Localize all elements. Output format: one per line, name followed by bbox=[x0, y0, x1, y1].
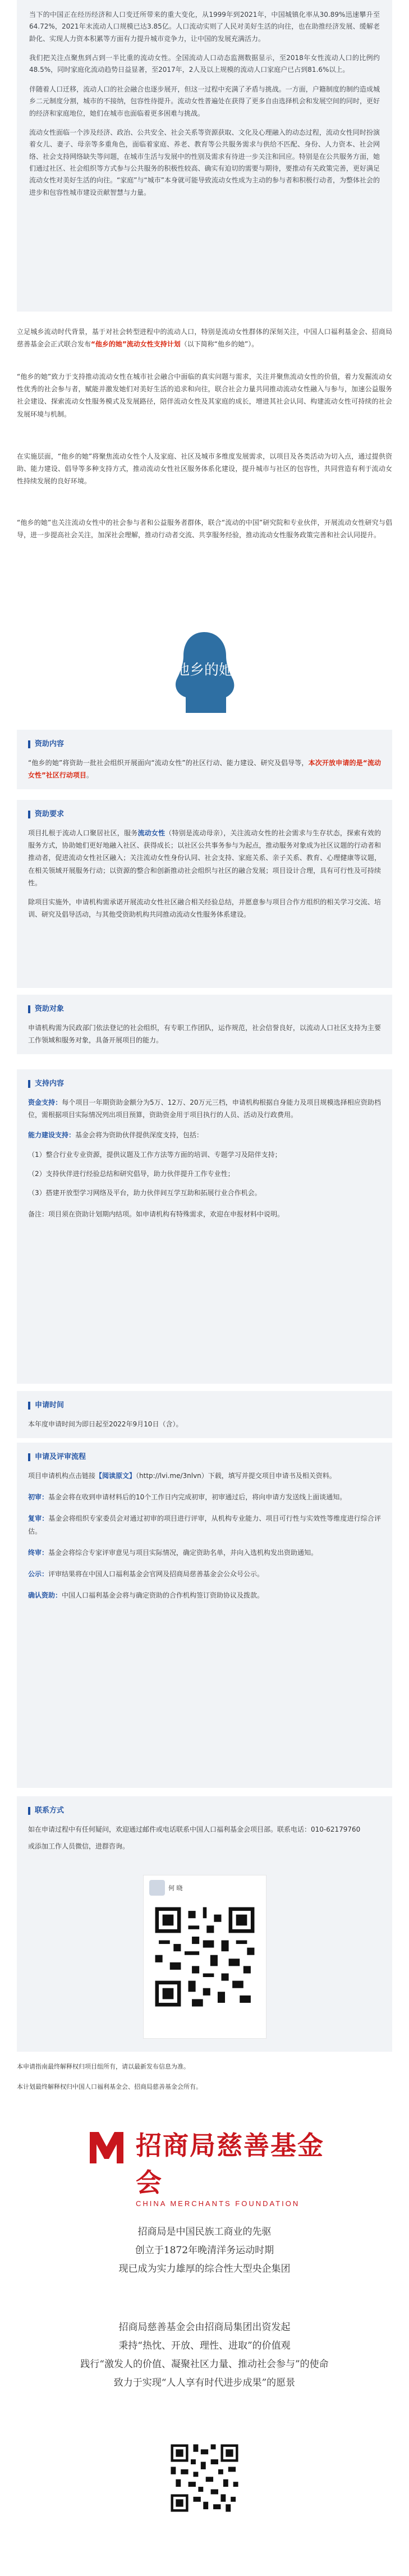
intro-paragraph-4: 流动女性面临一个涉及经济、政治、公共安全、社会关系等资源获取、文化及心理融入的动态过程，流动女性同时扮演着女儿、妻子、母亲等多重角色，面临着家庭、养老、教育等公共服务需求与供给不匹配、身份、人力资本、社会网络、社会支持网络缺失等问题，在城市生活与发展中的性别及需求有待进一步关注和回应。特别是在公共服务方面，她们通过社区、社会组织等方式参与公共服务的积极性较高、确实有迫切的需要与期待，要推动有关政策完善，更好满足流动女性对美好生活的向往。“家庭”与“城市”本身就可能导致流动女性成为主动的参与者和积极行动者，为整体社会的进步和包容性城市建设贡献智慧与力量。 bbox=[29, 128, 380, 196]
section-bar-icon bbox=[28, 1453, 30, 1461]
foundation-name-en: CHINA MERCHANTS FOUNDATION bbox=[136, 2199, 300, 2208]
wechat-qr-code bbox=[151, 1904, 258, 2010]
section-targets: 资助对象 申请机构需为民政部门依法登记的社会组织，有专职工作团队，运作规范，社会信誉良好，以流动人口社区支持为主要工作领域和服务对象，具备开展项目的能力。 bbox=[17, 995, 392, 1054]
section-bar-icon bbox=[28, 1005, 30, 1013]
qr-user-name: 何 晓 bbox=[168, 1884, 183, 1892]
section-process: 申请及评审流程 项目申请机构点击链接【阅读原文】（http://lvi.me/3nlvn）下载，填写并提交项目申请书及相关资料。 初审：基金会将在收到申请材料后的10个工作日内完成初审，初审通过后，将向申请方发送线上面谈通知。 复审：基金会将组织专家委员会对通过初审的项目进行评审，从机构专业能力、项目可行性与实效性等维度进行综合评估。 终审：基金会将综合专家评审意见与项目实际情况，确定资助名单，并向入选机构发出资助通知。 公示：评审结果将在中国人口福利基金会官网及招商局慈善基金会公众号公示。 确认资助：中国人口福利基金会将与确定资助的合作机构签订资助协议及拨款。 bbox=[17, 1443, 392, 1788]
section-bar-icon bbox=[28, 1402, 30, 1410]
logo-text: 他乡的她 bbox=[174, 662, 234, 679]
support-item: （1）整合行业专业资源，提供议题及工作方法等方面的培训、专题学习及陪伴支持； bbox=[28, 1150, 282, 1159]
avatar bbox=[149, 1880, 165, 1896]
section-title: 资助对象 bbox=[28, 1003, 381, 1016]
requirements-highlight: 流动女性 bbox=[137, 829, 166, 838]
footer-line: 现已成为实力雄厚的综合性大型央企集团 bbox=[118, 2263, 291, 2275]
process-step: 初审：基金会将在收到申请材料后的10个工作日内完成初审，初审通过后，将向申请方发送线上面谈通知。 bbox=[28, 1493, 347, 1502]
requirements-paragraph-2: 除项目实施外，申请机构需承诺开展流动女性社区融合相关经验总结，并愿意参与项目合作方组织的相关学习交流、培训、研究及倡导活动，与其他受资助机构共同推动流动女性服务体系建设。 bbox=[28, 898, 381, 919]
support-note: 备注：项目须在资助计划期内结项。如申请机构有特殊需求，欢迎在申报材料中说明。 bbox=[28, 1210, 284, 1219]
section-bar-icon bbox=[28, 740, 30, 748]
footer-qr-code[interactable] bbox=[168, 2442, 241, 2514]
woman-silhouette-icon bbox=[146, 629, 263, 716]
body-paragraph-2: “他乡的她”致力于支持推动流动女性在城市社会融合中面临的真实问题与需求，关注并聚焦流动女性的价值，着力发掘流动女性优秀的社会参与者，赋能并激发她们对美好生活的追求和向往，联合社会力量共同推动流动女性融入与参与，加速公益服务社会建设、探索流动女性服务模式及发展路径，陪伴流动女性及其家庭的成长，增进其社会认同、构建流动女性可持续的社会发展环境与机制。 bbox=[17, 373, 392, 418]
section-title: 资助内容 bbox=[28, 738, 381, 751]
program-name-highlight: “他乡的她”流动女性支持计划 bbox=[91, 340, 181, 349]
intro-paragraph-3: 伴随着人口迁移，流动人口的社会融合也逐步展开，但这一过程中充满了矛盾与挑战。一方面，户籍制度的制约造成城乡二元制度分割，城市的不接纳，包容性待提升。流动女性普遍处在获得了更多自由选择机会和发展空间的同时，更好的经济和家庭地位，她们在城市也面临着更多困难与挑战。 bbox=[29, 85, 380, 117]
section-bar-icon bbox=[28, 1807, 30, 1815]
support-item: （2）支持伙伴进行经验总结和研究倡导，助力伙伴提升工作专业性； bbox=[28, 1169, 235, 1178]
section-title: 申请及评审流程 bbox=[28, 1451, 381, 1464]
footer-group-intro bbox=[0, 2223, 409, 2278]
final-note-2: 本计划最终解释权归中国人口福利基金会、招商局慈善基金会所有。 bbox=[17, 2083, 202, 2090]
footer-line: 招商局慈善基金会由招商局集团出资发起 bbox=[118, 2322, 291, 2333]
qr-user-row bbox=[144, 1875, 266, 1900]
process-publish: 公示：评审结果将在中国人口福利基金会官网及招商局慈善基金会公众号公示。 bbox=[28, 1570, 264, 1578]
read-original-link[interactable]: 【阅读原文】 bbox=[95, 1472, 136, 1480]
foundation-name-cn: 招商局慈善基金会 bbox=[136, 2130, 324, 2198]
section-bar-icon bbox=[28, 1080, 30, 1088]
footer-foundation-mission bbox=[0, 2318, 409, 2393]
body-paragraph-3: 在实施层面，“他乡的她”将聚焦流动女性个人及家庭、社区及城市多维度发展需求，以项目及各类活动为切入点，通过提供资助、能力建设、倡导等多种支持方式，推动流动女性社区服务体系化建设，提升城市与社区的包容性，共同营造有利于流动女性持续发展的良好环境。 bbox=[17, 452, 392, 486]
section-bar-icon bbox=[28, 811, 30, 818]
program-logo bbox=[146, 629, 263, 716]
section-title: 申请时间 bbox=[28, 1399, 381, 1412]
qr-code-icon bbox=[168, 2442, 241, 2514]
section-funding: 资助内容 “他乡的她”将资助一批社会组织开展面向“流动女性”的社区行动、能力建设、研究及倡导等，本次开放申请的是“流动女性”社区行动项目。 bbox=[17, 730, 392, 789]
section-contact: 联系方式 如在申请过程中有任何疑问，欢迎通过邮件或电话联系中国人口福利基金会项目部。联系电话：010-62179760 或添加工作人员微信，进群咨询。 bbox=[17, 1796, 392, 2052]
body-p1-tail: （以下简称“他乡的她”）。 bbox=[180, 340, 259, 349]
intro-paragraph-2: 我们把关注点聚焦到占到一半比重的流动女性。全国流动人口动态监测数据显示，至2018年女性流动人口的比例约48.5%，同时家庭化流动趋势日益显著，至2017年，2人及以上规模的流动人口家庭户已占到81.6%以上。 bbox=[29, 54, 380, 74]
section-support: 支持内容 资金支持：每个项目一年期资助金额分为5万、12万、20万元三档，申请机构根据自身能力及项目规模选择相应资助档位，需根据项目实际情况列出项目预算，资助资金用于项目执行的人员、活动及行政费用。 能力建设支持：基金会将为资助伙伴提供深度支持，包括： （1）整合行业专业资源，提供议题及工作方法等方面的培训、专题学习及陪伴支持； （2）支持伙伴进行经验总结和研究倡导，助力伙伴提升工作专业性； （3）搭建开放型学习网络及平台，助力伙伴间互学互助和拓展行业合作机会。 备注：项目须在资助计划期内结项。如申请机构有特殊需求，欢迎在申报材料中说明。 bbox=[17, 1069, 392, 1384]
process-confirm: 确认资助：中国人口福利基金会将与确定资助的合作机构签订资助协议及拨款。 bbox=[28, 1591, 264, 1600]
process-step: 复审：基金会将组织专家委员会对通过初审的项目进行评审，从机构专业能力、项目可行性与实效性等维度进行综合评估。 bbox=[28, 1515, 381, 1535]
final-note-1: 本申请指南最终解释权归项目组所有，请以最新发布信息为准。 bbox=[17, 2063, 190, 2070]
section-timeline: 申请时间 本年度申请时间为即日起至2022年9月10日（含）。 bbox=[17, 1391, 392, 1438]
process-step: 终审：基金会将综合专家评审意见与项目实际情况，确定资助名单，并向入选机构发出资助通知。 bbox=[28, 1548, 318, 1557]
section-title: 联系方式 bbox=[28, 1804, 381, 1818]
china-merchants-logo bbox=[84, 2122, 325, 2208]
footer-line: 招商局是中国民族工商业的先驱 bbox=[137, 2226, 272, 2238]
footer-line: 致力于实现“人人享有时代进步成果”的愿景 bbox=[113, 2377, 296, 2389]
section-title: 资助要求 bbox=[28, 808, 381, 821]
wechat-qr-card[interactable] bbox=[143, 1875, 266, 2039]
support-item: （3）搭建开放型学习网络及平台，助力伙伴间互学互助和拓展行业合作机会。 bbox=[28, 1188, 261, 1197]
section-requirements: 资助要求 项目扎根于流动人口聚居社区，服务流动女性（特别是流动母亲），关注流动女性的社会需求与生存状态，探索有效的服务方式，协助她们更好地融入社区、获得成长；以社区公共事务参与为起点，推动服务对象成为社区议题的行动者和推动者，促进流动女性社区融入；关注流动女性身份认同、社会支持、家庭关系、亲子关系、教育、心理健康等议题，在相关领域开展服务行动；以资源的整合和创新推动社会组织与社区的融合发展；项目设计合理，具有可行性及可持续性。 除项目实施外，申请机构需承诺开展流动女性社区融合相关经验总结，并愿意参与项目合作方组织的相关学习交流、培训、研究及倡导活动，与其他受资助机构共同推动流动女性服务体系建设。 bbox=[17, 800, 392, 988]
china-merchants-logo-icon bbox=[84, 2124, 129, 2169]
footer-line: 秉持“热忱、开放、理性、进取”的价值观 bbox=[118, 2340, 291, 2352]
body-p1-lead: 立足城乡流动时代背景，基于对社会转型进程中的流动人口，特别是流动女性群体的深刻关注，中国人口福利基金会、招商局慈善基金会正式联合发布 bbox=[17, 328, 392, 349]
intro-card bbox=[17, 0, 392, 312]
footer-line: 创立于1872年晚清洋务运动时期 bbox=[135, 2245, 274, 2257]
section-title: 支持内容 bbox=[28, 1077, 381, 1091]
funding-highlight: 本次开放申请的是“流动女性”社区行动项目 bbox=[28, 759, 382, 780]
intro-paragraph-1: 当下的中国正在经历经济和人口变迁所带来的重大变化，从1999年到2021年，中国城镇化率从30.89%迅速攀升至64.72%，2021年末流动人口规模已达3.85亿。人口流动实则了人民对美好生活的向往，也在助推经济发展、缓解老龄化、实现人力资本积累等方面有力提升城市竞争力，让中国的发展充满活力。 bbox=[29, 11, 380, 43]
body-paragraph-4: “他乡的她”也关注流动女性中的社会参与者和公益服务者群体，联合“流动的中国”研究院和专业伙伴，开展流动女性研究与倡导，进一步提高社会关注，加深社会理解，推动行动者交流、共享服务经验，推动流动女性服务政策完善和社会认同提升。 bbox=[17, 519, 392, 539]
body-paragraph-1 bbox=[17, 326, 392, 350]
footer-line: 践行“激发人的价值、凝聚社区力量、推动社会参与”的使命 bbox=[80, 2359, 329, 2371]
